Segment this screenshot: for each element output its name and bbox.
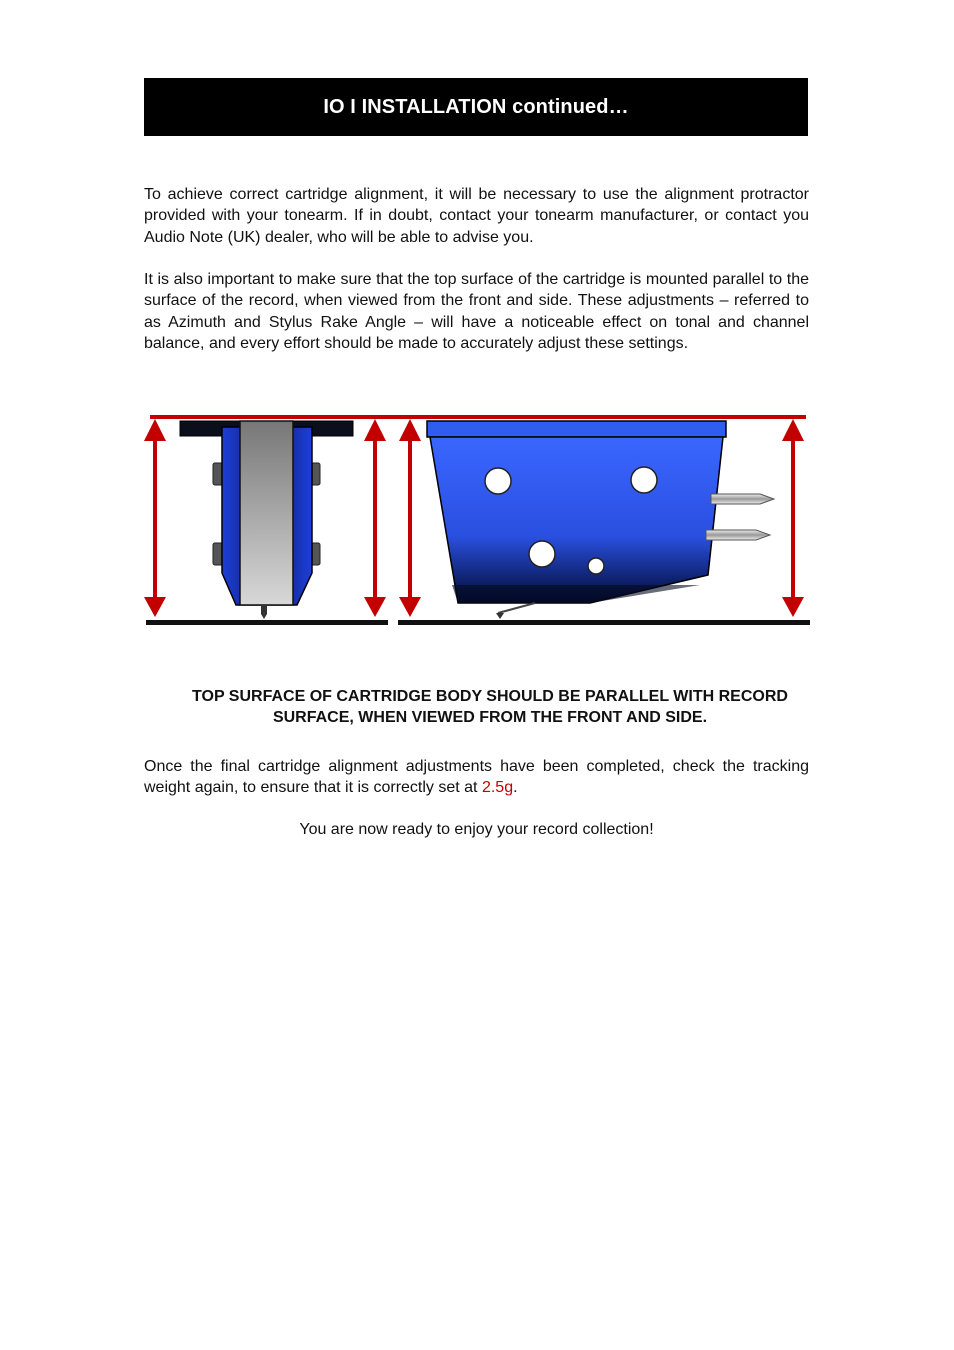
top-reference-line [150,415,806,419]
diagram-caption: TOP SURFACE OF CARTRIDGE BODY SHOULD BE PARALLEL WITH RECORD SURFACE, WHEN VIEWED FROM THE FRONT AND SIDE. [192,688,788,727]
record-surface-front [146,620,388,625]
section-header [144,78,808,136]
tracking-weight-period: . [513,779,518,797]
height-arrow-side-right [782,419,804,617]
azimuth-paragraph: It is also important to make sure that the top surface of the cartridge is mounted parallel to the surface of the record, when viewed from the front and side. These adjustments – referred to as Azimuth and Stylus Rake Angle – will have a noticeable effect on tonal and channel balance, and every effort should be made to accurately adjust these settings. [144,271,809,353]
height-arrow-front-right [364,419,386,617]
tracking-weight-value: 2.5g [481,779,514,797]
height-arrow-front-left [144,419,166,617]
alignment-paragraph: To achieve correct cartridge alignment, it will be necessary to use the alignment protractor provided with your tonearm. If in doubt, contact your tonearm manufacturer, or contact you Audio Note (UK) dealer, who will be able to advise you. [144,186,809,246]
cartridge-side-view [427,421,774,619]
page-title: IO I INSTALLATION continued… [323,95,629,118]
height-arrow-side-left [399,419,421,617]
cartridge-front-view [180,421,353,619]
record-surface-side [398,620,810,625]
tracking-weight-paragraph [144,756,809,799]
closing-line: You are now ready to enjoy your record collection! [299,821,654,838]
cartridge-alignment-diagram [140,405,820,635]
tracking-weight-text: Once the final cartridge alignment adjustments have been completed, check the tracking weight again, to ensure that it is correctly set at [144,758,809,797]
